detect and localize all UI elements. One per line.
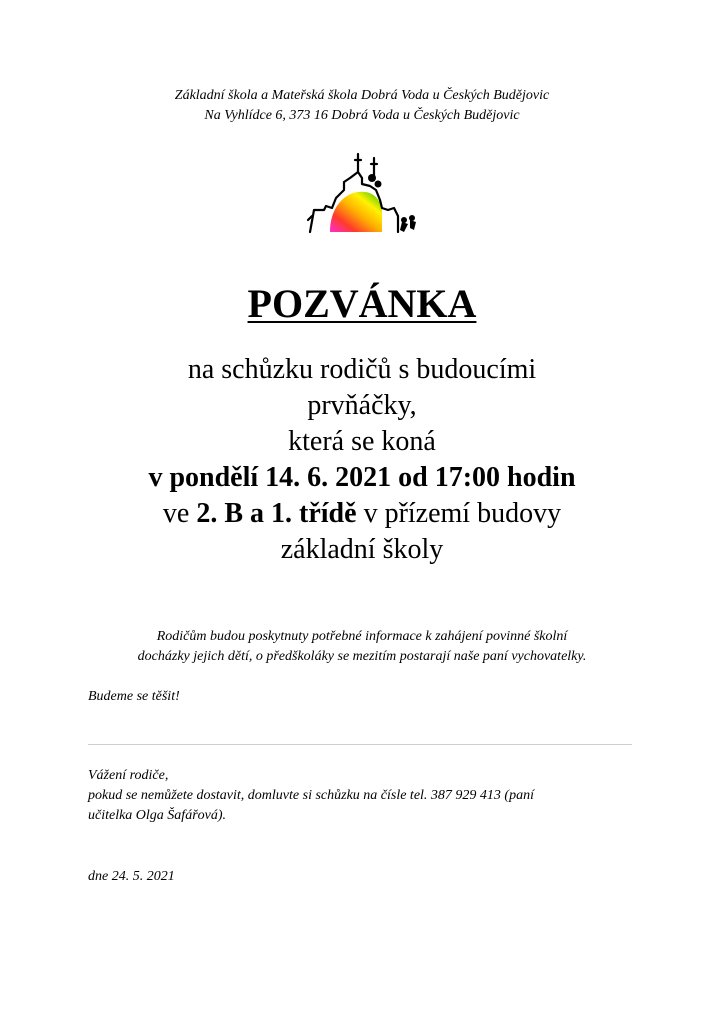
school-name: Základní škola a Mateřská škola Dobrá Voda u Českých Budějovic xyxy=(174,88,550,103)
meeting-room xyxy=(0,496,724,532)
room-suffix: v přízemí budovy xyxy=(356,498,562,529)
contact-greeting: Vážení rodiče, xyxy=(88,768,169,783)
contact-line-2: pokud se nemůžete dostavit, domluvte si schůzku na čísle tel. 387 929 413 (paní xyxy=(88,788,534,803)
contact-paragraph xyxy=(88,766,648,826)
document-date: dne 24. 5. 2021 xyxy=(88,869,175,884)
room-prefix: ve xyxy=(162,498,197,529)
invitation-line-6: základní školy xyxy=(280,534,444,565)
meeting-date-text: v pondělí 14. 6. 2021 od 17:00 hodin xyxy=(148,462,576,493)
meeting-date-time xyxy=(0,460,724,496)
school-logo xyxy=(300,150,424,240)
school-header xyxy=(0,86,724,126)
invitation-line-3: která se koná xyxy=(288,426,436,457)
title-text: POZVÁNKA xyxy=(247,281,477,326)
invitation-title xyxy=(0,280,724,328)
closing-text: Budeme se těšit! xyxy=(88,689,180,704)
invitation-line-1: na schůzku rodičů s budoucími xyxy=(187,354,537,385)
info-paragraph xyxy=(80,627,644,667)
invitation-body xyxy=(0,352,724,568)
divider xyxy=(88,744,632,745)
info-line-1: Rodičům budou poskytnuty potřebné informace k zahájení povinné školní xyxy=(156,629,568,644)
invitation-line-2: prvňáčky, xyxy=(307,390,417,421)
info-line-2: docházky jejich dětí, o předškoláky se mezitím postarají naše paní vychovatelky. xyxy=(137,649,587,664)
room-bold: 2. B a 1. třídě xyxy=(196,498,357,529)
contact-line-3: učitelka Olga Šafářová). xyxy=(88,808,227,823)
school-address: Na Vyhlídce 6, 373 16 Dobrá Voda u Českých Budějovic xyxy=(204,108,520,123)
